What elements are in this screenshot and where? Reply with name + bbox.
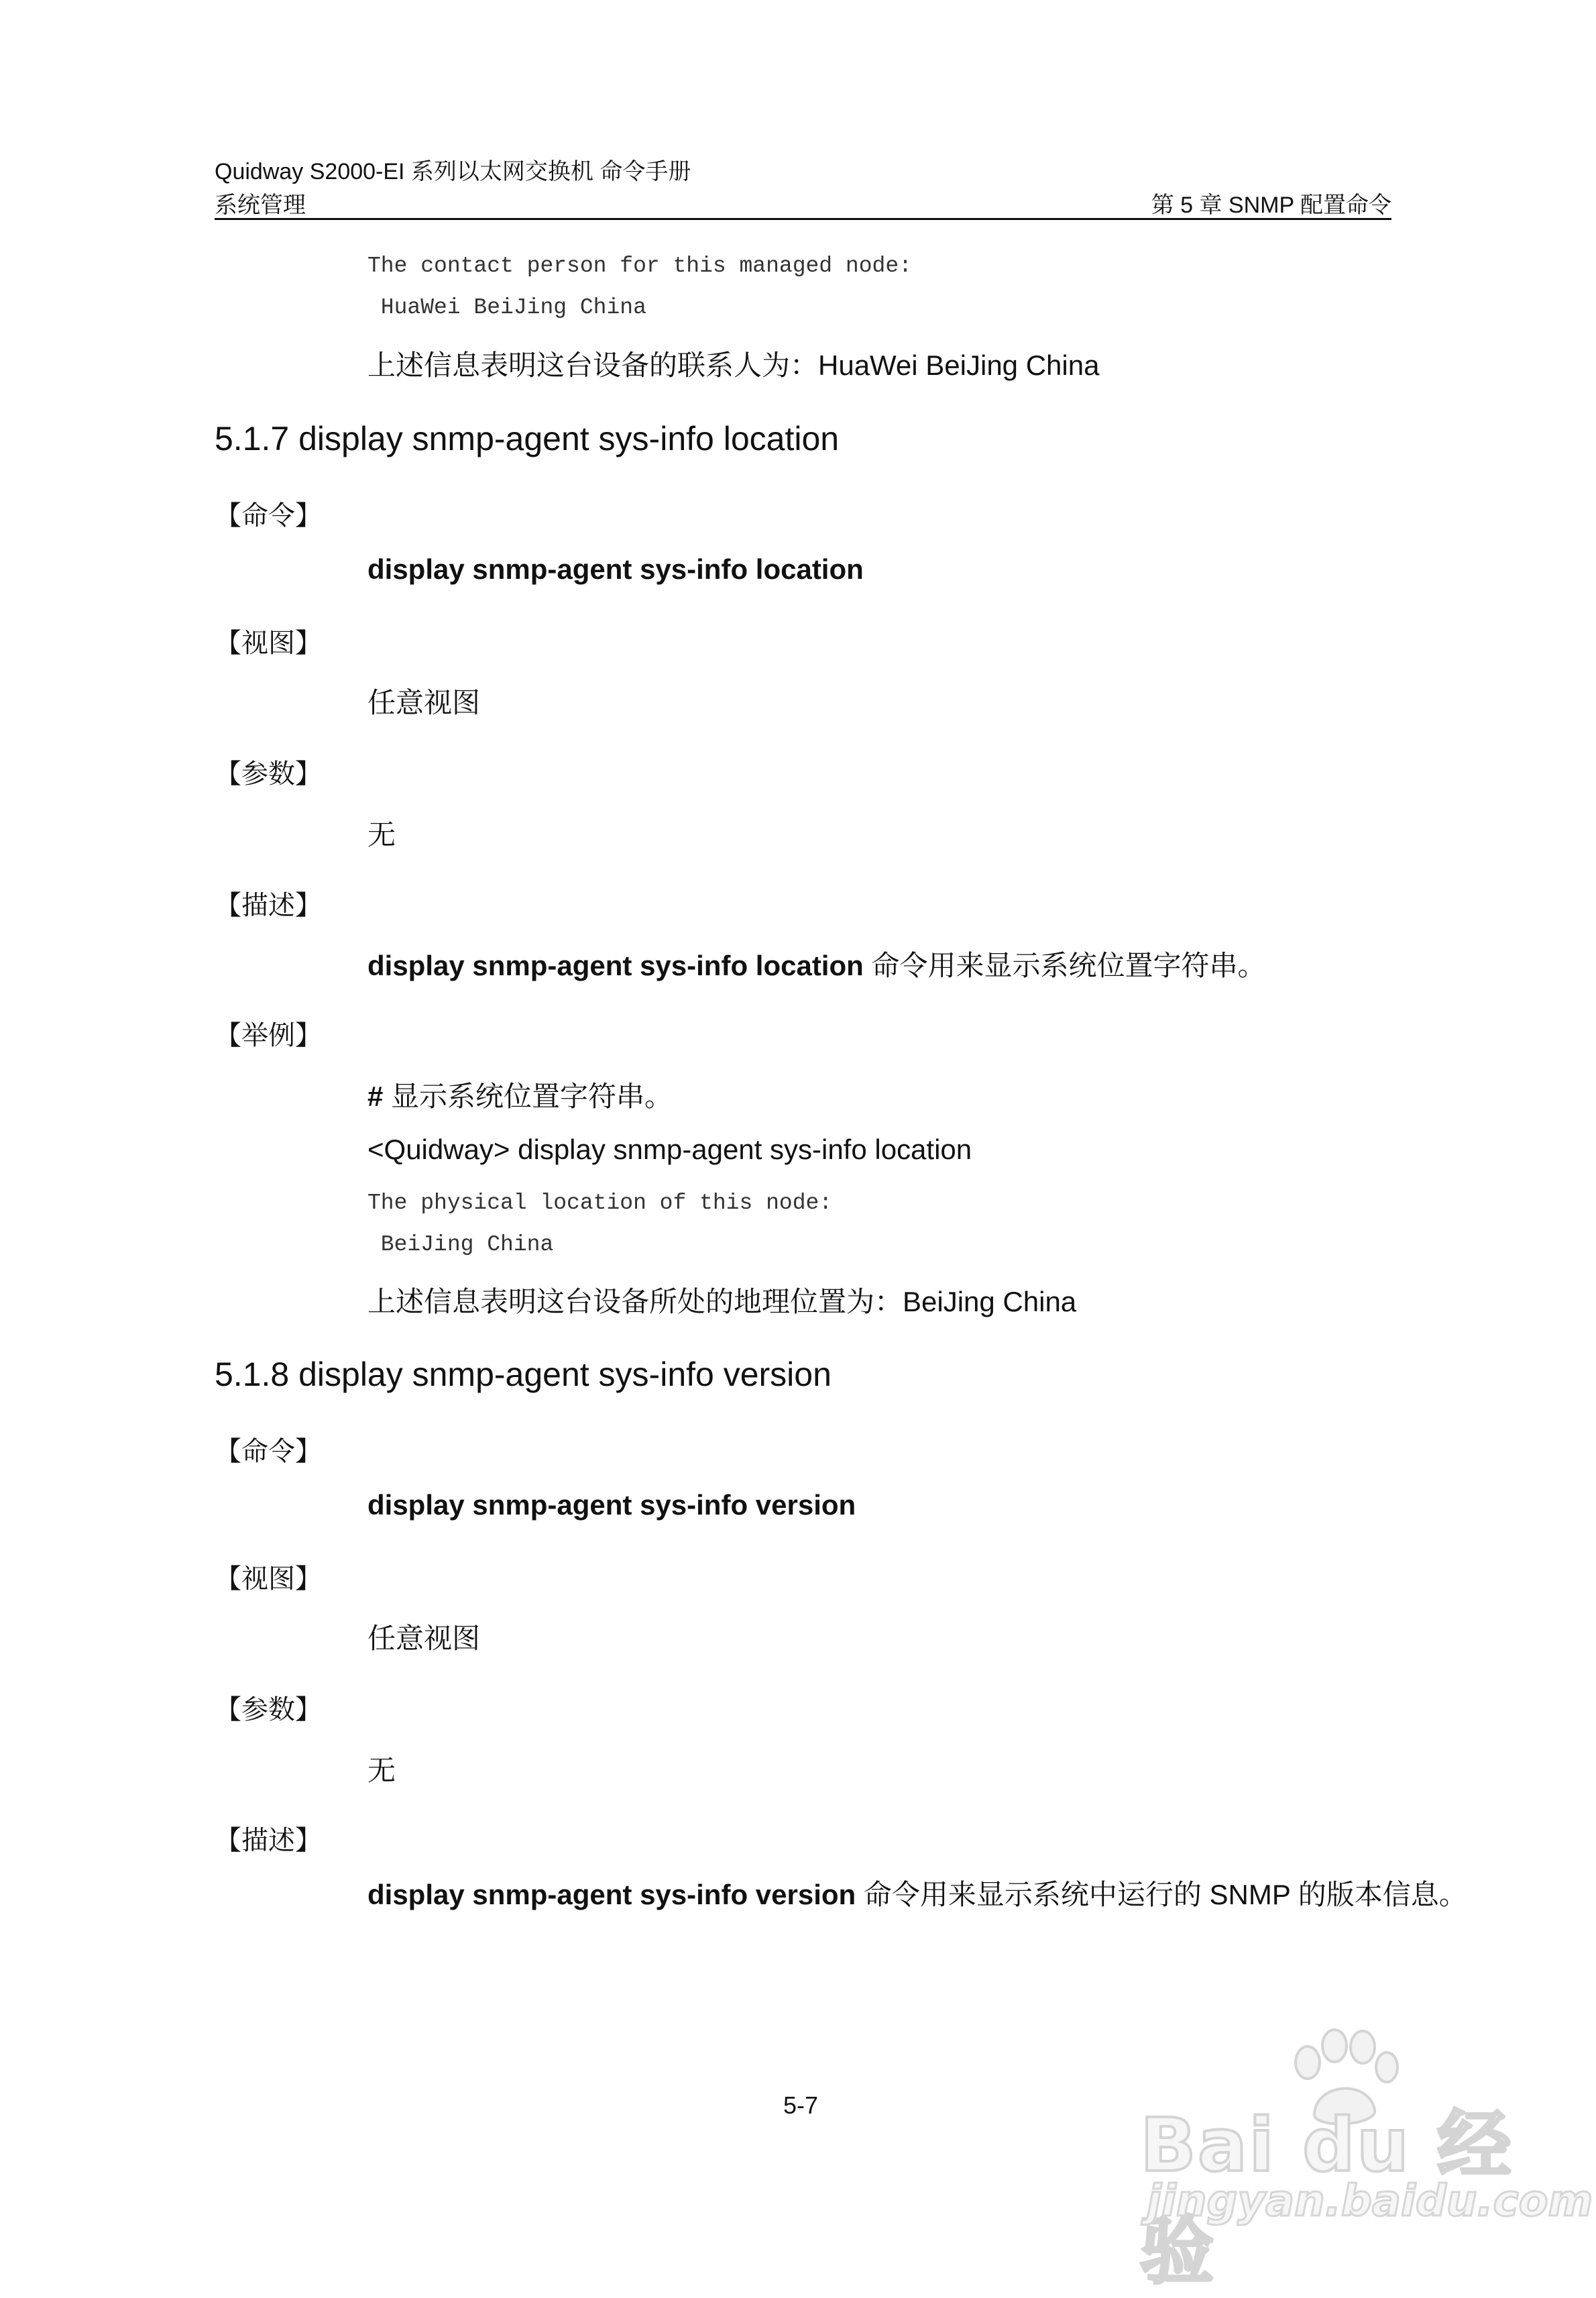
param-text: 无 [367, 1755, 396, 1786]
param-tag: 【参数】 [215, 1695, 322, 1725]
param-tag: 【参数】 [215, 759, 322, 789]
description-text: 命令用来显示系统中运行的 SNMP 的版本信息。 [856, 1879, 1467, 1910]
example-tag: 【举例】 [215, 1021, 322, 1050]
description [367, 1873, 1588, 1917]
command-syntax: display snmp-agent sys-info location [367, 553, 864, 585]
code-line: The physical location of this node: [367, 1191, 833, 1215]
result-note: 上述信息表明这台设备的联系人为：HuaWei BeiJing China [367, 349, 1100, 381]
description-text: 命令用来显示系统位置字符串。 [863, 950, 1266, 981]
description-command: display snmp-agent sys-info version [367, 1879, 856, 1910]
example-comment [367, 1075, 673, 1115]
view-tag: 【视图】 [215, 628, 322, 658]
desc-tag: 【描述】 [215, 1826, 322, 1855]
section-heading-5-1-8: 5.1.8 display snmp-agent sys-info version [215, 1356, 832, 1393]
code-line: The contact person for this managed node: [367, 254, 912, 278]
command-tag: 【命令】 [215, 501, 322, 531]
header-chapter: 第 5 章 SNMP 配置命令 [1151, 193, 1391, 218]
view-tag: 【视图】 [215, 1564, 322, 1594]
watermark-logo: Bai du 经验 [1140, 2102, 1513, 2294]
description-command: display snmp-agent sys-info location [367, 950, 864, 981]
param-text: 无 [367, 819, 396, 851]
description [367, 944, 1265, 984]
view-text: 任意视图 [367, 1623, 481, 1654]
example-comment-text: 显示系统位置字符串。 [383, 1081, 673, 1112]
desc-tag: 【描述】 [215, 891, 322, 920]
command-syntax: display snmp-agent sys-info version [367, 1489, 856, 1521]
result-note: 上述信息表明这台设备所处的地理位置为：BeiJing China [367, 1286, 1077, 1317]
section-heading-5-1-7: 5.1.7 display snmp-agent sys-info location [215, 420, 840, 457]
header-subtitle: 系统管理 [215, 193, 306, 218]
hash-mark: # [367, 1081, 384, 1112]
header-divider [215, 218, 1391, 220]
baidu-jingyan-watermark [1140, 2026, 1593, 2294]
header-title: Quidway S2000-EI 系列以太网交换机 命令手册 [215, 159, 691, 184]
example-prompt: <Quidway> display snmp-agent sys-info location [367, 1134, 972, 1165]
code-line: BeiJing China [367, 1232, 554, 1257]
code-line: HuaWei BeiJing China [367, 295, 646, 320]
page-number: 5-7 [783, 2091, 819, 2119]
watermark-url: jingyan.baidu.com [1147, 2177, 1593, 2226]
command-tag: 【命令】 [215, 1437, 322, 1466]
view-text: 任意视图 [367, 687, 481, 718]
